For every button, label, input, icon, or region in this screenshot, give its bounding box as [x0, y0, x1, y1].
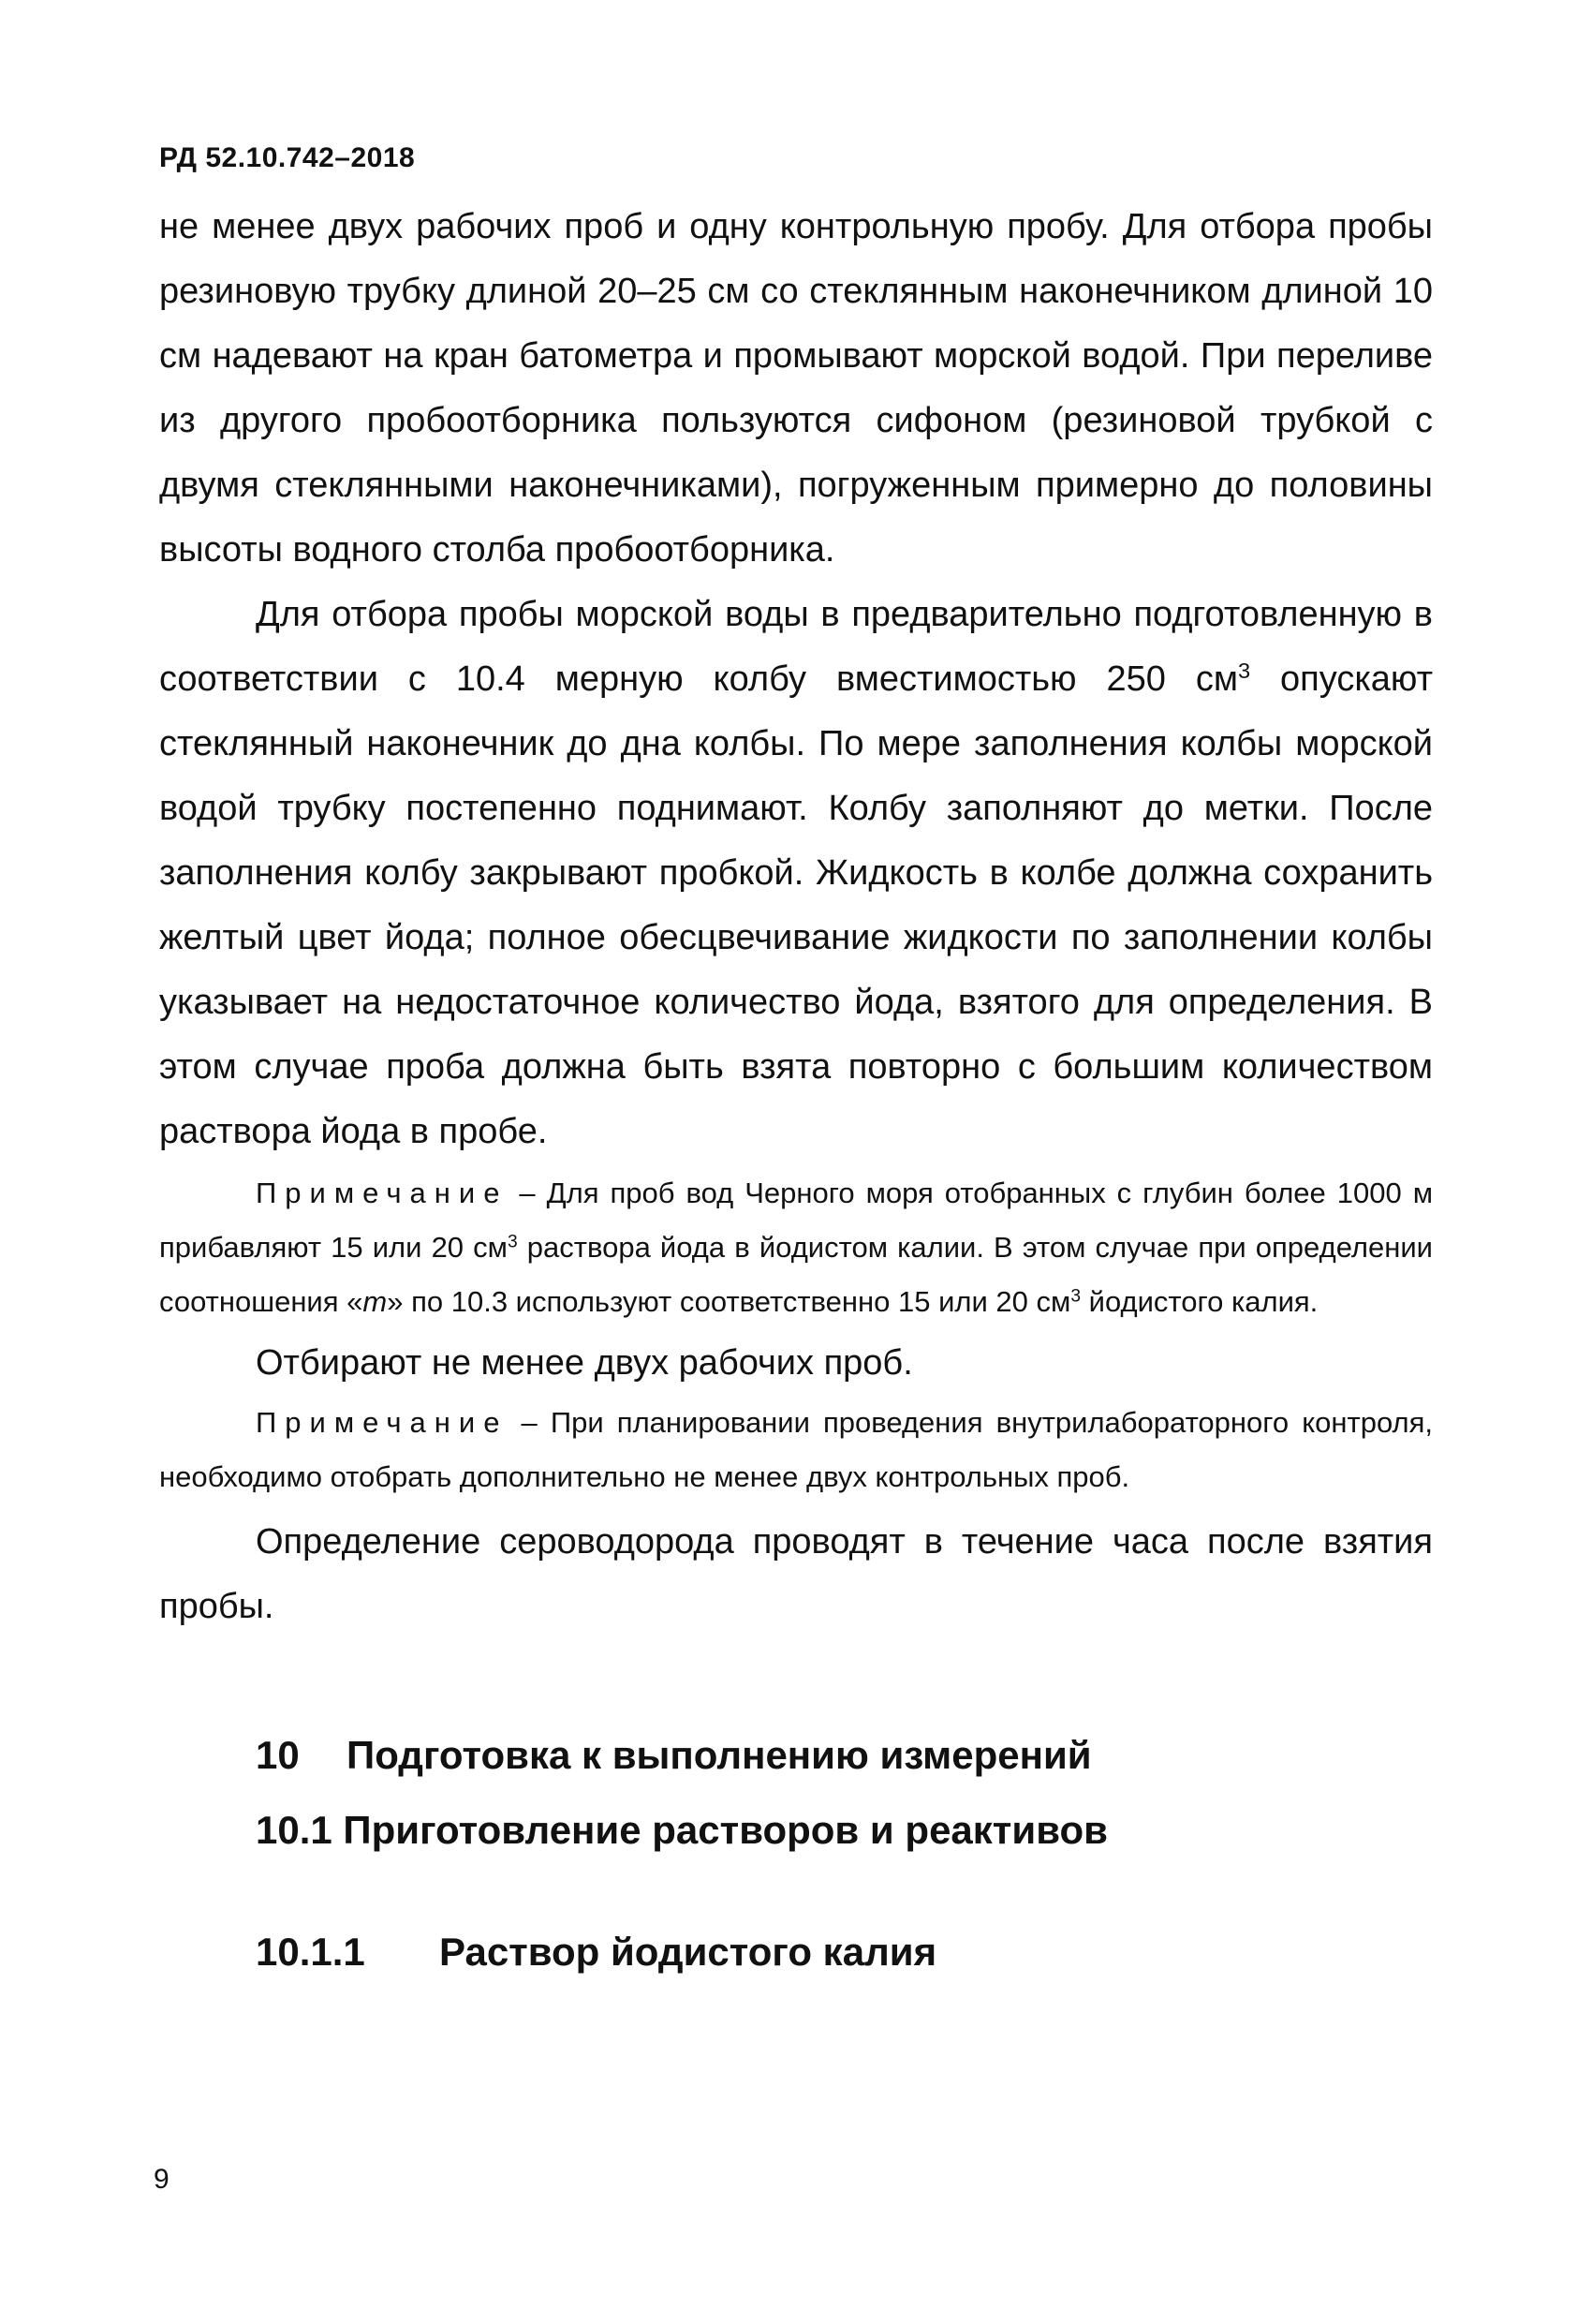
document-body	[159, 195, 1433, 1639]
page-number: 9	[154, 2164, 170, 2195]
note-label: Примечание	[256, 1177, 509, 1209]
subsection-number: 10.1.1	[256, 1930, 365, 1974]
subsection-heading-10-1-1	[256, 1930, 936, 1975]
subsection-heading-10-1: 10.1 Приготовление растворов и реактивов	[256, 1808, 1108, 1852]
paragraph-two-samples: Отбирают не менее двух рабочих проб.	[256, 1343, 913, 1383]
paragraph-flask-filling-part-b: опускают стеклянный наконечник до дна колбы. По мере заполнения колбы морской водой трубку постепенно поднимают. Колбу заполняют до метки. После заполнения колбу закрывают пробкой. Жидкость в колбе должна сохранить желтый цвет йода; полное обесцвечивание жидкости по заполнении колбы указывает на недостаточное количество йода, взятого для определения. В этом случае проба должна быть взята повторно с большим количеством раствора йода в пробе.	[159, 659, 1433, 1151]
note-dash: –	[508, 1177, 547, 1209]
document-code: РД 52.10.742–2018	[159, 142, 416, 173]
section-title: Подготовка к выполнению измерений	[346, 1733, 1092, 1777]
note-black-sea-part-c: » по 10.3 используют соответственно 15 или 20 см	[387, 1285, 1071, 1318]
note-label: Примечание	[256, 1406, 509, 1439]
paragraph-flask-filling	[159, 583, 1433, 1164]
note-black-sea	[159, 1166, 1433, 1329]
section-heading-10	[256, 1733, 1092, 1778]
paragraph-sampling-method: не менее двух рабочих проб и одну контрольную пробу. Для отбора пробы резиновую трубку длиной 20–25 см со стеклянным наконечником длиной 10 см надевают на кран батометра и промывают морской водой. При переливе из другого пробоотборника пользуются сифоном (резиновой трубкой с двумя стеклянными наконечниками), погруженным примерно до половины высоты водного столба пробоотборника.	[159, 207, 1433, 570]
superscript-3: 3	[1237, 659, 1251, 684]
note-black-sea-part-d: йодистого калия.	[1081, 1285, 1319, 1318]
note-lab-control	[159, 1396, 1433, 1504]
section-number: 10	[256, 1733, 300, 1777]
variable-m: m	[362, 1285, 388, 1318]
paragraph-h2s-timing: Определение сероводорода проводят в течение часа после взятия пробы.	[159, 1522, 1433, 1626]
superscript-3: 3	[507, 1232, 518, 1252]
note-lab-control-text: При планировании проведения внутрилабораторного контроля, необходимо отобрать дополнительно не менее двух контрольных проб.	[159, 1406, 1433, 1493]
subsection-title: Раствор йодистого калия	[439, 1930, 937, 1974]
superscript-3: 3	[1070, 1286, 1082, 1307]
paragraph-flask-filling-part-a: Для отбора пробы морской воды в предварительно подготовленную в соответствии с 10.4 мерную колбу вместимостью 250 см	[159, 595, 1433, 699]
note-black-sea-part-a: Для проб вод Черного моря отобранных с глубин более 1000 м прибавляют 15 или 20 см	[159, 1177, 1434, 1264]
note-dash: –	[508, 1406, 551, 1439]
note-black-sea-part-b: раствора йода в йодистом калии. В этом случае при определении соотношения «	[159, 1231, 1433, 1318]
